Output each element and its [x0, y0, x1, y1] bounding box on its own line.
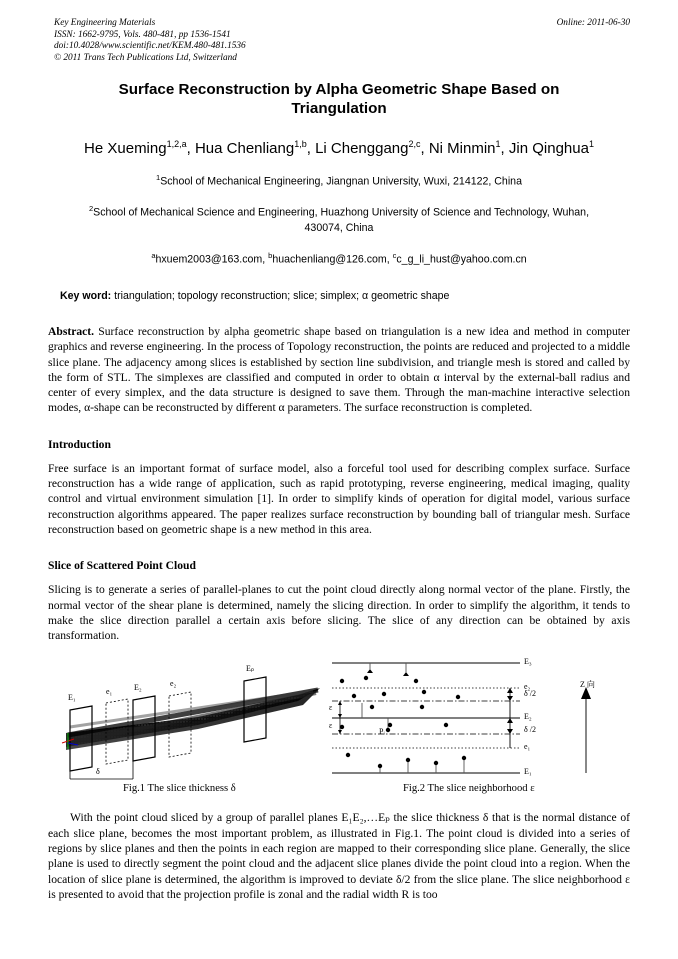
author-name: Hua Chenliang [194, 140, 295, 158]
affiliation-text: School of Mechanical Engineering, Jiangnan University, Wuxi, 214122, China [160, 175, 522, 188]
journal-header [54, 18, 630, 64]
figure-1-label-e1: e₁ [106, 687, 113, 697]
figure-2-label-delta-upper: δ /2 [524, 689, 536, 699]
author-affiliation-marker: 1 [588, 139, 594, 150]
closing-paragraph: With the point cloud sliced by a group of parallel planes E₁E₂,…Eₚ the slice thickness δ that is the normal distance of each slice plane, becomes the most important problem, as illustrated in Fig.1. The point cloud is divided into a series of regions by slice planes and then the points in each region are mapped to their corresponding slice plane. Generally, the slice plane is used to directly segment the point cloud and the adjacent slice planes divide the point cloud into a region. When the location of slice plane is determined, the algorithm is improved to deviate δ/2 from the slice plane. The slice neighborhood ε is presented to avoid that the projection profile is zonal and the radial width R is too [48, 811, 630, 901]
email-marker: c [392, 251, 397, 261]
figure-2-label-e2: e₂ [524, 682, 531, 692]
author-name: Ni Minmin [428, 140, 496, 158]
figure-2-label-E1: E₁ [524, 767, 532, 777]
figure-2-label-z-direction: Z 向 [580, 680, 595, 690]
journal-issn: ISSN: 1662-9795, Vols. 480-481, pp 1536-1541 [54, 29, 231, 40]
abstract [48, 324, 630, 416]
figure-1-label-E2: E₂ [134, 683, 142, 693]
figure-captions [48, 783, 630, 799]
figure-1-graphic [48, 655, 338, 781]
affiliation-text: School of Mechanical Science and Engineering, Huazhong University of Science and Technology, Wuhan, 430074, China [93, 206, 590, 235]
affiliation-marker: 1 [156, 173, 161, 183]
author-name: Li Chenggang [315, 140, 409, 158]
figure-1-pointcloud [48, 655, 338, 781]
author-name: Jin Qinghua [508, 140, 589, 158]
email-address[interactable]: c_g_li_hust@yahoo.com.cn [396, 253, 527, 266]
section-paragraph-introduction: Free surface is an important format of surface model, also a forceful tool used for describing complex surface. Surface reconstruction has a wide range of application, such as rapid prototyping, reverse engineering, medical imaging, quality control and virtual environment simulation [1]. In order to simplify kinds of operation for digital model, various surface reconstruction algorithms appeared. The paper realizes surface reconstruction by bounding ball of triangular mesh. Surface reconstruction based on geometric shape is a new method in this area. [48, 461, 630, 536]
figure-row [48, 655, 630, 781]
figure-2-label-e1: e₁ [524, 742, 531, 752]
figure-1-label-e2: e₂ [170, 679, 177, 689]
keywords-label: Key word: [60, 289, 112, 302]
figure-2-label-epsilon-upper: ε [329, 703, 333, 713]
section-heading-introduction: Introduction [48, 437, 111, 451]
author-list: He Xueming$^{1,2,a}$, Hua Chenliang$^{1,b}$, Li Chenggang$^{2,c}$, Ni Minmin$^1$, Jin Qinghua$^1$ [84, 139, 594, 158]
figure-2-caption: Fig.2 The slice neighborhood ε [403, 783, 535, 795]
affiliation-2 [76, 201, 602, 237]
author-name: He Xueming [84, 140, 167, 158]
section-paragraph-slice: Slicing is to generate a series of parallel-planes to cut the point cloud directly along normal vector of the plane. Firstly, the normal vector of the shear plane is determined, namely the slicing direction. In order to simplify the algorithm, it tends to make the slice direction parallel a certain axis before slicing. The slice of any direction can be obtained by axis transformation. [48, 583, 630, 643]
figure-2-label-E2: E₂ [524, 712, 532, 722]
figure-1-label-delta: δ [96, 767, 100, 777]
figure-1-label-Ep: Eₚ [246, 664, 255, 674]
figure-2-label-delta-lower: δ /2 [524, 725, 536, 735]
figure-2-label-Pi: Pᵢ [379, 727, 385, 737]
journal-doi: doi:10.4028/www.scientific.net/KEM.480-481.1536 [54, 41, 246, 52]
figure-2-neighborhood [324, 655, 630, 781]
keywords [60, 290, 630, 302]
email-marker: a [151, 251, 156, 261]
email-address[interactable]: hxuem2003@163.com, [155, 253, 266, 266]
page-title: Surface Reconstruction by Alpha Geometric Shape Based on Triangulation [118, 81, 560, 118]
author-affiliation-marker: 2,c [408, 139, 421, 150]
figure-2-label-E3: E₃ [524, 657, 532, 667]
keywords-text: triangulation; topology reconstruction; slice; simplex; α geometric shape [111, 289, 450, 302]
email-address[interactable]: huachenliang@126.com, [272, 253, 390, 266]
author-affiliation-marker: 1 [495, 139, 501, 150]
author-affiliation-marker: 1,2,a [166, 139, 187, 150]
email-marker: b [268, 251, 273, 261]
abstract-label: Abstract. [48, 324, 95, 338]
figure-2-label-epsilon-lower: ε [329, 721, 333, 731]
online-date: Online: 2011-06-30 [556, 18, 630, 28]
author-emails [48, 248, 630, 268]
abstract-text: Surface reconstruction by alpha geometric shape based on triangulation is a new idea and method in computer graphics and reverse engineering. In the process of Topology reconstruction, the points are reduced and projected to a middle slice plane. The adjacency among slices is established by section line subdivision, and triangle mesh is stored and called by the form of STL. The simplexes are classified and computed in order to obtain α interval by the external-ball radius and center of every simplex, and the data structure is designed to save them. Through the man-machine interactive selection modes, α-shape can be reconstructed by different α parameters. The surface reconstruction is completed. [48, 324, 630, 415]
journal-name: Key Engineering Materials [54, 18, 156, 28]
author-affiliation-marker: 1,b [294, 139, 307, 150]
figure-2-graphic [324, 655, 630, 781]
figure-1-label-E1: E₁ [68, 693, 76, 703]
affiliation-1 [76, 170, 602, 190]
section-heading-slice: Slice of Scattered Point Cloud [48, 559, 196, 573]
figure-1-caption: Fig.1 The slice thickness δ [123, 783, 236, 795]
journal-copyright: © 2011 Trans Tech Publications Ltd, Switzerland [54, 52, 237, 63]
affiliation-marker: 2 [88, 203, 94, 213]
